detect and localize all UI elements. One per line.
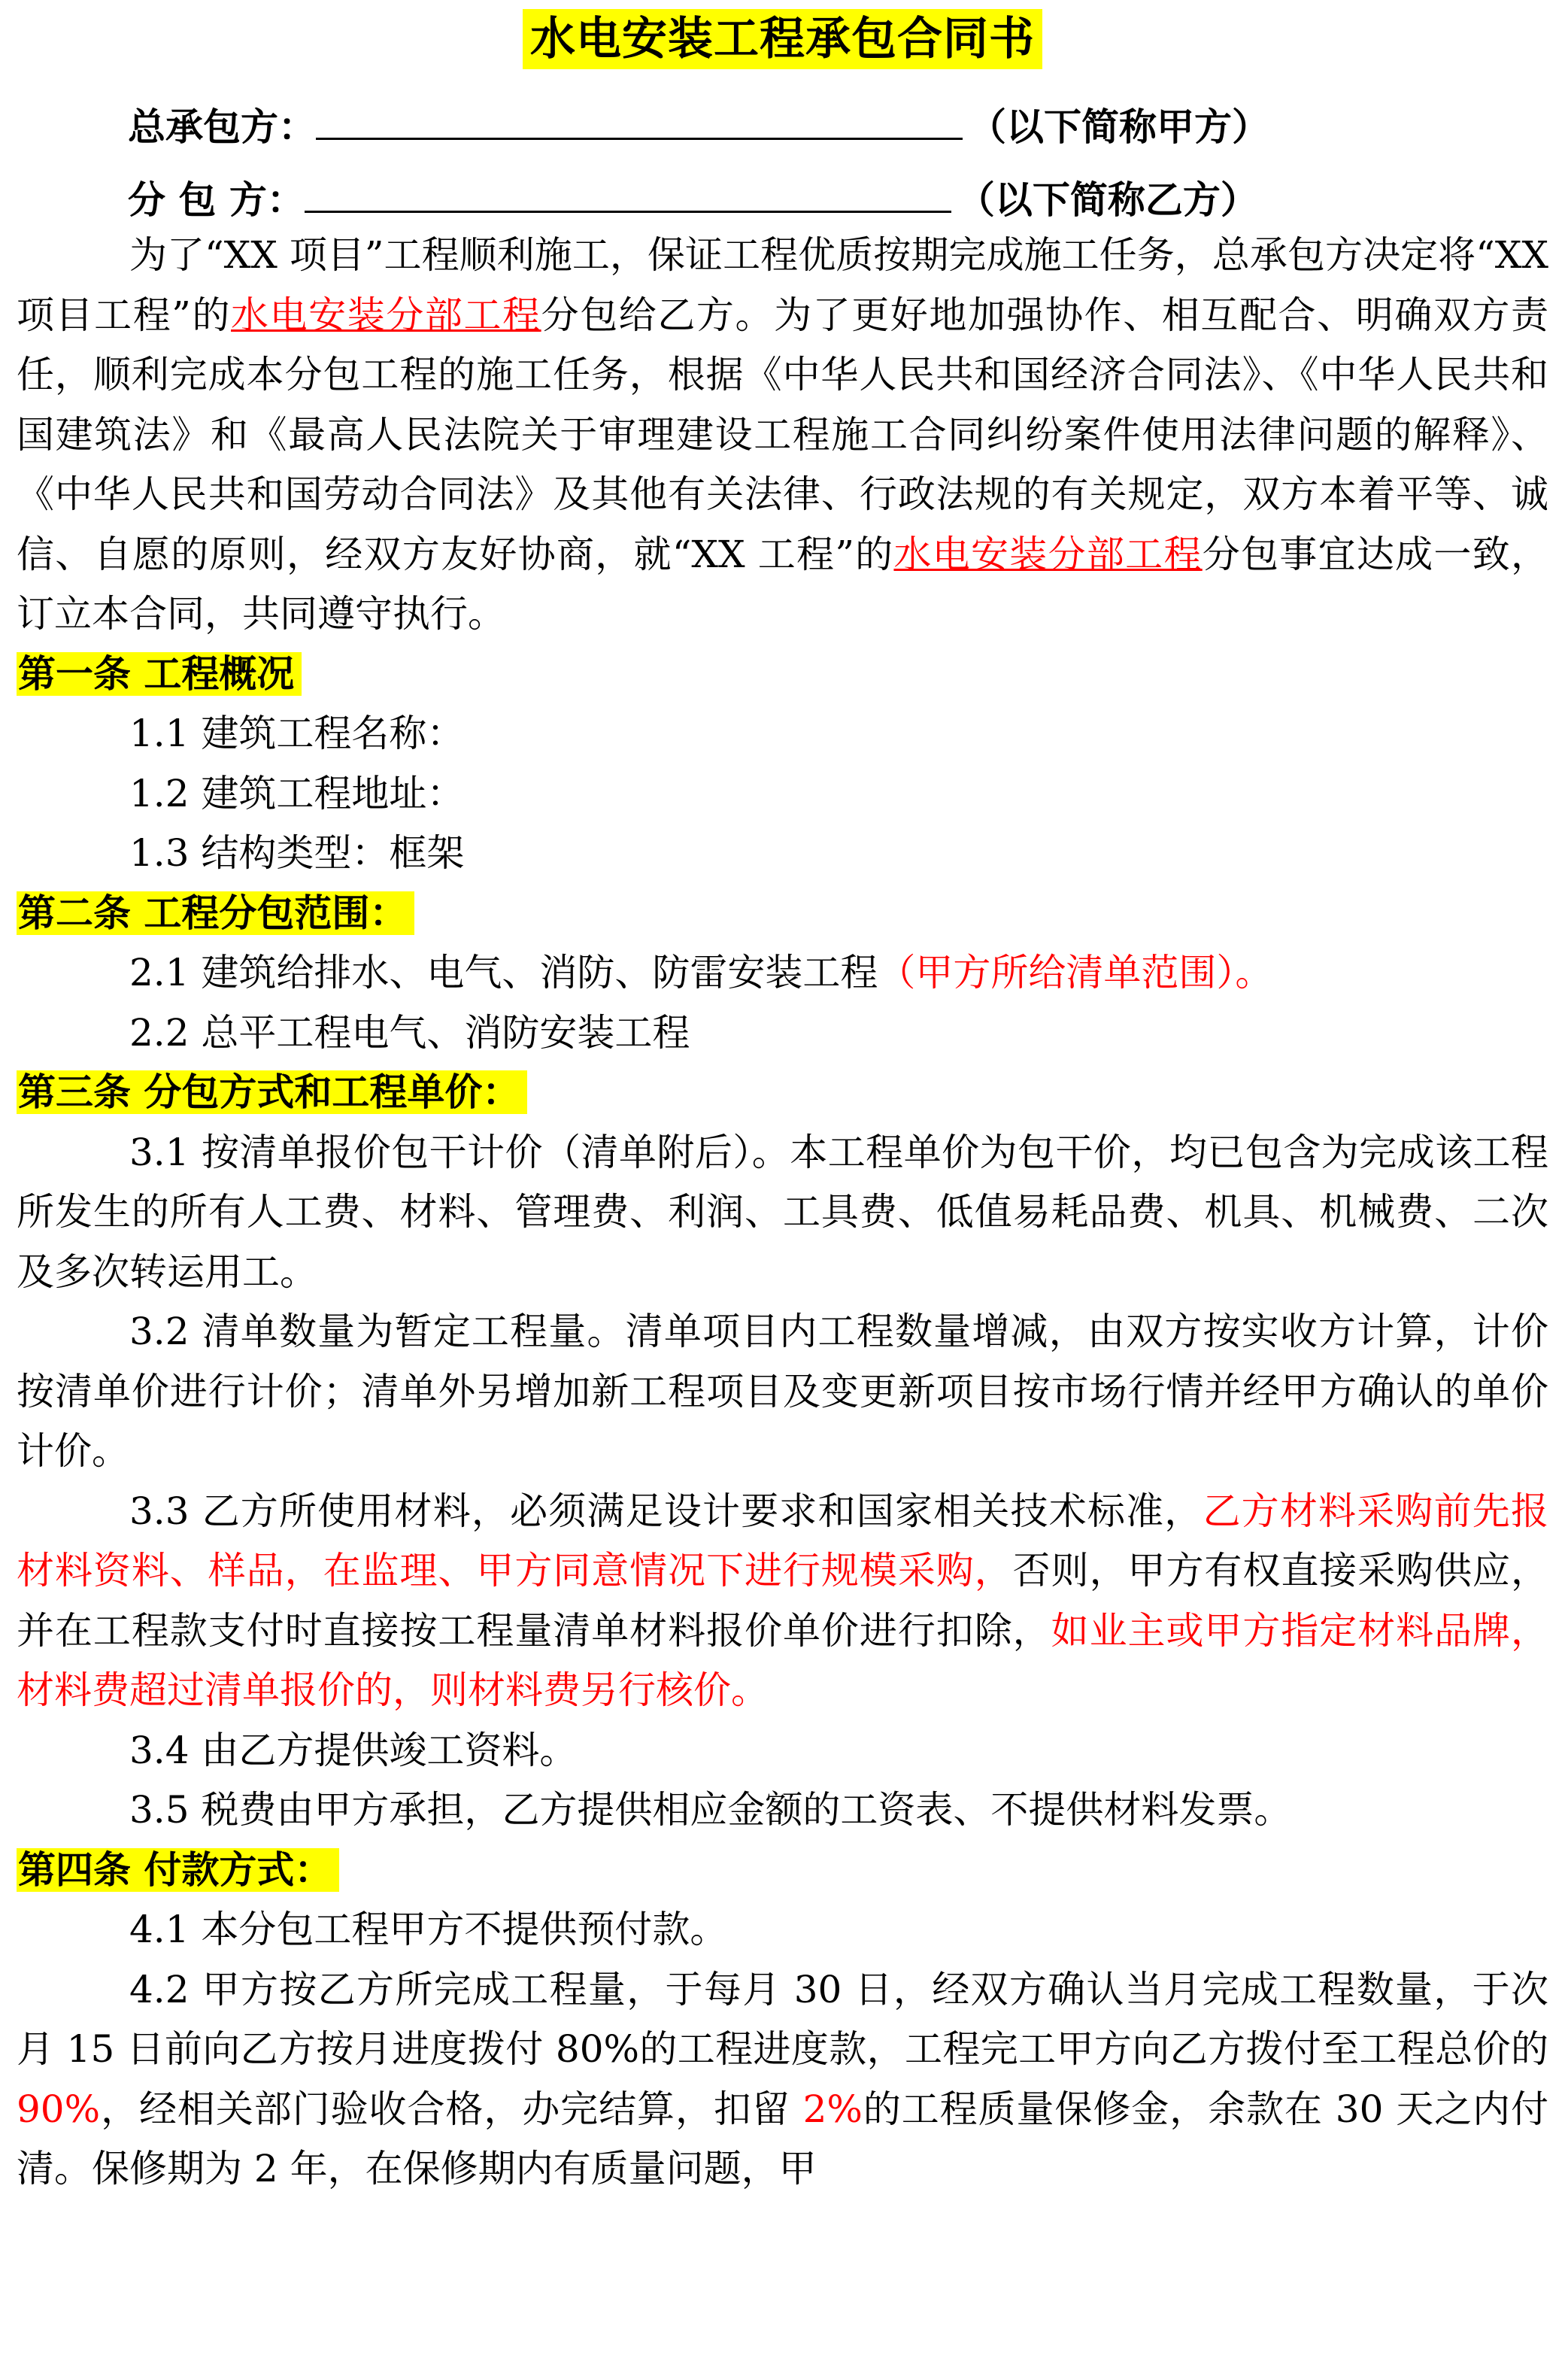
- party-a-suffix: （以下简称甲方）: [969, 105, 1269, 149]
- party-a-label: 总承包方：: [128, 105, 316, 149]
- title-block: [17, 0, 1548, 72]
- party-a-blank[interactable]: [316, 99, 963, 140]
- clause-3-3-text-2: 否则，甲方有权直接采购供应，并在工程款支付时直接按工程量清单材料报价单价进行扣除，: [17, 1549, 1549, 1653]
- article-3-heading-text: 第三条 分包方式和工程单价：: [17, 1070, 527, 1114]
- article-1-item: 1.1 建筑工程名称：: [129, 712, 465, 755]
- clause-3-5: 3.5 税费由甲方承担，乙方提供相应金额的工资表、不提供材料发票。: [129, 1788, 1292, 1832]
- article-2-item: 2.2 总平工程电气、消防安装工程: [129, 1010, 690, 1055]
- clause-4-2-percent-2: 2%: [802, 2087, 863, 2131]
- clause-3-3-text-1: 3.3 乙方所使用材料，必须满足设计要求和国家相关技术标准，: [129, 1489, 1203, 1533]
- article-1-heading-text: 第一条 工程概况: [17, 652, 302, 696]
- clause-3-4: 3.4 由乙方提供竣工资料。: [129, 1728, 578, 1772]
- party-a-line: [17, 90, 1548, 164]
- clause-4-2-text-3: 的工程质量保修金，余款在 30 天之内付清。保修期为 2 年，在保修期内有质量问题，甲: [17, 2087, 1548, 2190]
- clause-4-2-text-2: ，经相关部门验收合格，办完结算，扣留: [100, 2087, 803, 2131]
- article-2-item: [17, 943, 1548, 1003]
- party-b-suffix: （以下简称乙方）: [957, 178, 1258, 222]
- clause-3-3: [17, 1482, 1548, 1721]
- clause-3-3-red-1: 乙方材料采购前先报材料资料、样品，在监理、甲方同意情况下进行规模采购，: [17, 1489, 1548, 1592]
- article-2-item-1-text: 2.1 建筑给排水、电气、消防、防雷安装工程: [129, 951, 878, 994]
- preamble-text-2: 分包给乙方。为了更好地加强协作、相互配合、明确双方责任，顺利完成本分包工程的施工任务，根据《中华人民共和国经济合同法》、《中华人民共和国建筑法》和《最高人民法院关于审理建设工程施工合同纠纷案件使用法律问题的解释》、《中华人民共和国劳动合同法》及其他有关法律、行政法规的有关规定，双方本着平等、诚信、自愿的原则，经双方友好协商，就“XX 工程”的: [17, 293, 1549, 576]
- article-2-heading-text: 第二条 工程分包范围：: [17, 891, 414, 935]
- article-4-heading: [17, 1841, 1548, 1901]
- preamble-highlight-1: 水电安装分部工程: [231, 293, 541, 337]
- article-2-item-1-note: （甲方所给清单范围）。: [878, 951, 1273, 994]
- article-1-item: 1.3 结构类型：框架: [129, 831, 465, 875]
- clause-4-1: 4.1 本分包工程甲方不提供预付款。: [129, 1908, 728, 1951]
- article-2-heading: [17, 884, 1548, 944]
- clause-4-2-text-1: 4.2 甲方按乙方所完成工程量，于每月 30 日，经双方确认当月完成工程数量，于次月 15 日前向乙方按月进度拨付 80%的工程进度款，工程完工甲方向乙方拨付至工程总价的: [17, 1967, 1548, 2071]
- article-1-heading: [17, 645, 1548, 705]
- party-b-blank[interactable]: [305, 172, 951, 213]
- article-3-heading: [17, 1063, 1548, 1123]
- preamble-text-1: 为了“XX 项目”工程顺利施工，保证工程优质按期完成施工任务，总承包方决定将“XX 项目工程”的: [17, 233, 1548, 337]
- preamble-text-3: 分包事宜达成一致，订立本合同，共同遵守执行。: [17, 532, 1549, 636]
- document-title: 水电安装工程承包合同书: [523, 9, 1042, 69]
- clause-4-2-percent-90: 90%: [17, 2087, 101, 2131]
- preamble-highlight-2: 水电安装分部工程: [893, 532, 1203, 576]
- article-1-item: 1.2 建筑工程地址：: [129, 771, 465, 815]
- party-b-label: 分 包 方：: [128, 178, 305, 222]
- clause-4-2: [17, 1960, 1548, 2199]
- preamble-paragraph: [17, 226, 1548, 645]
- clause-3-1: 3.1 按清单报价包干计价（清单附后）。本工程单价为包干价，均已包含为完成该工程所发生的所有人工费、材料、管理费、利润、工具费、低值易耗品费、机具、机械费、二次及多次转运用工。: [17, 1130, 1548, 1294]
- article-4-heading-text: 第四条 付款方式：: [17, 1848, 339, 1892]
- clause-3-3-red-2: 如业主或甲方指定材料品牌，材料费超过清单报价的，则材料费另行核价。: [17, 1608, 1549, 1712]
- clause-3-2: 3.2 清单数量为暂定工程量。清单项目内工程数量增减，由双方按实收方计算，计价按清单价进行计价；清单外另增加新工程项目及变更新项目按市场行情并经甲方确认的单价计价。: [17, 1310, 1548, 1473]
